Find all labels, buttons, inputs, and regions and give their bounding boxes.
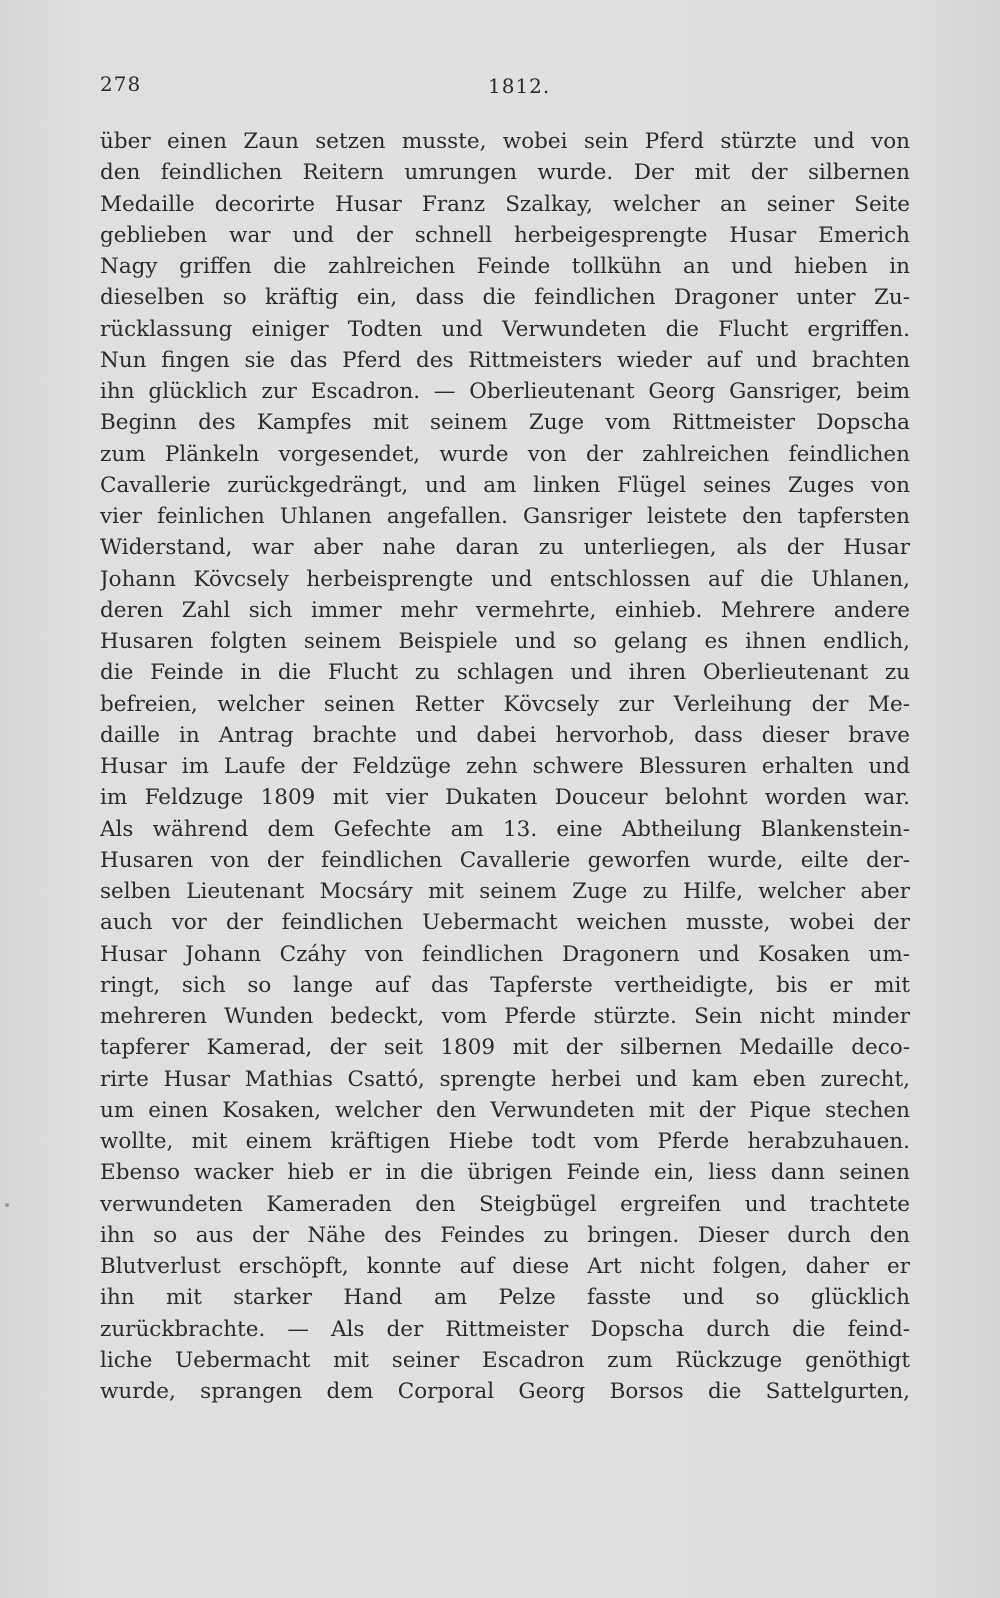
text-line: Husar im Laufe der Feldzüge zehn schwere Blessuren erhalten und xyxy=(100,754,910,779)
text-line: Johann Kövcsely herbeisprengte und entschlossen auf die Uhlanen, xyxy=(100,566,910,592)
text-line: Widerstand, war aber nahe daran zu unterliegen, als der Husar xyxy=(100,535,910,561)
text-line: Husar Johann Czáhy von feindlichen Dragonern und Kosaken um- xyxy=(100,941,910,967)
text-line: Nagy griffen die zahlreichen Feinde tollkühn an und hieben in xyxy=(100,254,910,279)
text-line: Als während dem Gefechte am 13. eine Abtheilung Blankenstein- xyxy=(100,816,910,842)
text-line: zum Plänkeln vorgesendet, wurde von der zahlreichen feindlichen xyxy=(100,441,910,467)
running-head-year: 1812. xyxy=(488,74,551,98)
text-line: befreien, welcher seinen Retter Kövcsely zur Verleihung der Me- xyxy=(100,691,910,717)
text-line: Nun fingen sie das Pferd des Rittmeisters wieder auf und brachten xyxy=(100,347,910,373)
page-header xyxy=(100,72,910,100)
text-line: ihn mit starker Hand am Pelze fasste und so glücklich xyxy=(100,1285,910,1311)
text-line: ringt, sich so lange auf das Tapferste vertheidigte, bis er mit xyxy=(100,972,910,998)
text-line: deren Zahl sich immer mehr vermehrte, einhieb. Mehrere andere xyxy=(100,597,910,623)
text-line: auch vor der feindlichen Uebermacht weichen musste, wobei der xyxy=(100,910,910,936)
text-line: vier feinlichen Uhlanen angefallen. Gansriger leistete den tapfersten xyxy=(100,504,910,529)
text-line: ihn so aus der Nähe des Feindes zu bringen. Dieser durch den xyxy=(100,1222,910,1248)
text-line: Ebenso wacker hieb er in die übrigen Feinde ein, liess dann seinen xyxy=(100,1160,910,1186)
text-line: ihn glücklich zur Escadron. — Oberlieutenant Georg Gansriger, beim xyxy=(100,379,910,404)
text-line: im Feldzuge 1809 mit vier Dukaten Douceur belohnt worden war. xyxy=(100,785,910,811)
text-line: geblieben war und der schnell herbeigesprengte Husar Emerich xyxy=(100,222,910,248)
text-line: verwundeten Kameraden den Steigbügel ergreifen und trachtete xyxy=(100,1191,910,1217)
text-line: rirte Husar Mathias Csattó, sprengte herbei und kam eben zurecht, xyxy=(100,1066,910,1092)
text-line: liche Uebermacht mit seiner Escadron zum Rückzuge genöthigt xyxy=(100,1347,910,1373)
text-line: Blutverlust erschöpft, konnte auf diese Art nicht folgen, daher er xyxy=(100,1254,910,1279)
text-line: den feindlichen Reitern umrungen wurde. Der mit der silbernen xyxy=(100,160,910,186)
text-line: wollte, mit einem kräftigen Hiebe todt vom Pferde herabzuhauen. xyxy=(100,1129,910,1154)
text-line: über einen Zaun setzen musste, wobei sein Pferd stürzte und von xyxy=(100,129,910,154)
text-line: Cavallerie zurückgedrängt, und am linken Flügel seines Zuges von xyxy=(100,472,910,498)
text-line: selben Lieutenant Mocsáry mit seinem Zuge zu Hilfe, welcher aber xyxy=(100,879,910,904)
text-line: die Feinde in die Flucht zu schlagen und ihren Oberlieutenant zu xyxy=(100,660,910,686)
text-line: um einen Kosaken, welcher den Verwundeten mit der Pique stechen xyxy=(100,1097,910,1123)
page-number: 278 xyxy=(100,72,142,96)
paper-speck xyxy=(5,1203,9,1207)
body-text xyxy=(100,126,910,1407)
text-line: Husaren folgten seinem Beispiele und so gelang es ihnen endlich, xyxy=(100,629,910,654)
text-line: mehreren Wunden bedeckt, vom Pferde stürzte. Sein nicht minder xyxy=(100,1004,910,1029)
text-line: rücklassung einiger Todten und Verwundeten die Flucht ergriffen. xyxy=(100,316,910,342)
text-line: wurde, sprangen dem Corporal Georg Borsos die Sattelgurten, xyxy=(100,1379,910,1404)
text-line: Husaren von der feindlichen Cavallerie geworfen wurde, eilte der- xyxy=(100,847,910,873)
text-line: zurückbrachte. — Als der Rittmeister Dopscha durch die feind- xyxy=(100,1316,910,1342)
text-line: tapferer Kamerad, der seit 1809 mit der silbernen Medaille deco- xyxy=(100,1035,910,1061)
text-line: Beginn des Kampfes mit seinem Zuge vom Rittmeister Dopscha xyxy=(100,410,910,436)
text-line: dieselben so kräftig ein, dass die feindlichen Dragoner unter Zu- xyxy=(100,285,910,311)
text-line: Medaille decorirte Husar Franz Szalkay, welcher an seiner Seite xyxy=(100,191,910,217)
text-line: daille in Antrag brachte und dabei hervorhob, dass dieser brave xyxy=(100,722,910,748)
